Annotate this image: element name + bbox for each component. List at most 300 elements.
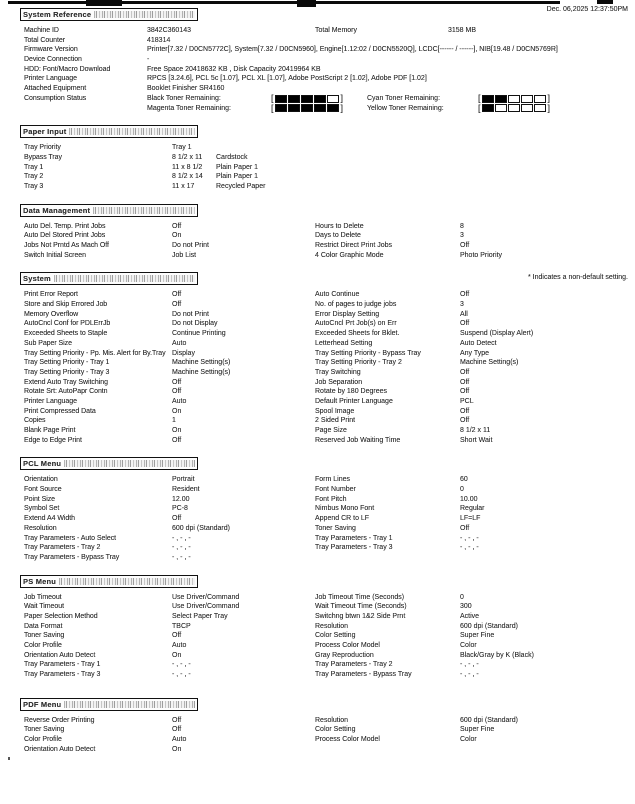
setting-label: Auto Continue <box>315 291 360 299</box>
setting-value: 3158 MB <box>448 27 477 34</box>
toner-segment <box>482 104 494 112</box>
setting-value: Job List <box>172 251 197 259</box>
setting-value: Super Fine <box>460 632 495 640</box>
paper-type-value: Recycled Paper <box>216 182 266 190</box>
section-header <box>20 698 198 711</box>
settings-row <box>0 622 635 632</box>
setting-value: - <box>147 56 150 64</box>
toner-segment <box>534 104 546 112</box>
settings-row <box>0 358 635 368</box>
scan-artifact-mark <box>597 0 613 4</box>
setting-value: All <box>460 310 468 318</box>
section-title: PS Menu <box>23 576 57 586</box>
setting-label: Append CR to LF <box>315 515 370 523</box>
settings-row <box>0 543 635 553</box>
setting-label: Edge to Edge Print <box>24 436 82 444</box>
section-title: Paper Input <box>23 127 67 137</box>
gauge-close-bracket: ] <box>340 93 344 104</box>
setting-label: Orientation <box>24 476 58 484</box>
section-title: PDF Menu <box>23 699 62 709</box>
setting-label: Tray 3 <box>24 182 44 190</box>
scan-noise-fill <box>59 578 195 585</box>
setting-value: Auto Detect <box>460 339 497 347</box>
paper-type-value: Plain Paper 1 <box>216 163 259 171</box>
setting-label: Printer Language <box>24 75 77 83</box>
setting-value: 3 <box>460 301 464 309</box>
settings-row <box>0 310 635 320</box>
section-header <box>20 575 198 588</box>
setting-label: Job Timeout Time (Seconds) <box>315 593 405 601</box>
gauge-close-bracket: ] <box>340 102 344 113</box>
settings-row <box>0 716 635 726</box>
setting-value: Machine Setting(s) <box>460 359 519 367</box>
settings-row <box>0 593 635 603</box>
settings-row <box>0 725 635 735</box>
setting-label: Letterhead Setting <box>315 339 373 347</box>
setting-value: Use Driver/Command <box>172 593 240 601</box>
section-title: System Reference <box>23 10 92 19</box>
section-ps-menu <box>0 575 635 680</box>
toner-segment <box>508 95 520 103</box>
setting-label: Process Color Model <box>315 642 380 649</box>
setting-value: Off <box>172 378 182 386</box>
setting-label: Error Display Setting <box>315 310 380 318</box>
setting-label: Tray Parameters - Bypass Tray <box>24 553 120 561</box>
setting-value: Continue Printing <box>172 330 226 338</box>
setting-value <box>172 153 248 163</box>
settings-row <box>0 660 635 670</box>
setting-value: 8 1/2 x 11 <box>460 427 491 434</box>
settings-row <box>0 163 635 173</box>
setting-value: - , - , - <box>172 661 191 669</box>
settings-row <box>0 426 635 436</box>
setting-value: Display <box>172 349 195 357</box>
setting-label: Tray Parameters - Bypass Tray <box>315 671 412 679</box>
section-header <box>20 125 198 138</box>
toner-segment <box>521 95 533 103</box>
setting-value: - , - , - <box>172 544 191 552</box>
setting-value: 0 <box>460 486 464 494</box>
setting-value: Active <box>460 612 480 620</box>
setting-value: PC-8 <box>172 505 188 513</box>
setting-value: On <box>172 651 182 659</box>
toner-segment <box>301 95 313 103</box>
toner-segment <box>534 95 546 103</box>
setting-value: On <box>172 232 182 240</box>
setting-value: Off <box>172 716 182 724</box>
setting-value: Off <box>172 388 182 396</box>
setting-label: Color Profile <box>24 736 62 744</box>
setting-value: 418314 <box>147 36 171 44</box>
settings-row <box>0 329 635 339</box>
section-title: Data Management <box>23 205 91 215</box>
setting-label: Orientation Auto Detect <box>24 745 96 753</box>
paper-size-value: 11 x 8 1/2 <box>172 163 203 171</box>
settings-row <box>0 485 635 495</box>
setting-label: Exceeded Sheets for Bklet. <box>315 330 400 338</box>
setting-value: - , - , - <box>460 544 479 552</box>
section-pcl-menu <box>0 457 635 562</box>
settings-row <box>0 495 635 505</box>
scan-artifact-blob <box>297 0 316 7</box>
setting-label: Sub Paper Size <box>24 339 72 347</box>
settings-row <box>0 745 635 755</box>
settings-row <box>0 651 635 661</box>
setting-value: On <box>172 427 182 434</box>
setting-label: Job Timeout <box>24 593 62 601</box>
settings-row <box>0 514 635 524</box>
section-title: System <box>23 274 51 284</box>
setting-label: Tray Parameters - Tray 3 <box>315 544 393 552</box>
setting-label: Copies <box>24 417 46 425</box>
toner-segment <box>327 95 339 103</box>
settings-row <box>0 349 635 359</box>
setting-value: - , - , - <box>172 534 191 542</box>
setting-value: Auto <box>172 397 187 405</box>
toner-segment <box>327 104 339 112</box>
section-header <box>20 272 198 285</box>
setting-label: Font Pitch <box>315 495 347 503</box>
setting-label: Form Lines <box>315 476 351 484</box>
setting-label: Tray Setting Priority - Tray 2 <box>315 359 402 367</box>
setting-value: Off <box>172 436 182 444</box>
setting-label: Hours to Delete <box>315 222 364 230</box>
settings-row <box>0 319 635 329</box>
section-data-management <box>0 204 635 261</box>
setting-value: Off <box>460 242 470 249</box>
setting-value: On <box>172 745 182 753</box>
toner-gauge <box>270 94 344 104</box>
toner-segment <box>495 104 507 112</box>
setting-label: Rotate by 180 Degrees <box>315 388 387 396</box>
setting-label: Memory Overflow <box>24 310 79 318</box>
setting-value: Short Wait <box>460 436 493 444</box>
setting-label: Point Size <box>24 495 56 503</box>
section-system <box>0 272 635 445</box>
section-header <box>20 204 198 217</box>
setting-value: Off <box>172 301 182 309</box>
setting-label: Data Format <box>24 622 63 630</box>
setting-value: Off <box>172 726 182 734</box>
setting-label: Font Number <box>315 486 356 494</box>
settings-row <box>0 387 635 397</box>
setting-label: Toner Saving <box>315 524 356 532</box>
setting-label: Color Profile <box>24 642 62 649</box>
setting-label: Attached Equipment <box>24 85 87 93</box>
setting-label: Wait Timeout Time (Seconds) <box>315 603 407 611</box>
setting-label: Extend A4 Width <box>24 515 76 523</box>
setting-label: Toner Saving <box>24 632 65 640</box>
gauge-open-bracket: [ <box>478 93 481 104</box>
toner-segment <box>521 104 533 112</box>
setting-label: HDD: Font/Macro Download <box>24 65 111 73</box>
setting-label: Tray Priority <box>24 144 61 152</box>
setting-value: Auto <box>172 339 187 347</box>
settings-row <box>0 378 635 388</box>
scan-noise-fill <box>69 128 195 135</box>
settings-row <box>0 182 635 192</box>
setting-label: Tray 2 <box>24 173 44 181</box>
setting-label: Device Connection <box>24 56 82 64</box>
settings-row <box>0 26 635 36</box>
setting-label: Process Color Model <box>315 736 380 744</box>
setting-value: - , - , - <box>172 671 191 679</box>
settings-row <box>0 241 635 251</box>
setting-label: Tray Parameters - Tray 2 <box>24 544 101 552</box>
setting-label: AutoCncl Prt Job(s) on Err <box>315 320 397 328</box>
setting-label: Resolution <box>315 622 349 630</box>
setting-label: Restrict Direct Print Jobs <box>315 242 393 249</box>
setting-value: Off <box>460 320 470 328</box>
setting-value: LF=LF <box>460 515 481 523</box>
setting-label: Jobs Not Prntd As Mach Off <box>24 242 109 249</box>
scan-noise-fill <box>94 11 195 18</box>
scan-noise-fill <box>64 460 195 467</box>
setting-value: 12.00 <box>172 495 190 503</box>
setting-value: TBCP <box>172 622 191 630</box>
setting-value: 600 dpi (Standard) <box>460 716 518 724</box>
settings-row <box>0 534 635 544</box>
setting-value: - , - , - <box>460 671 479 679</box>
setting-label: Job Separation <box>315 378 363 386</box>
setting-label: Extend Auto Tray Switching <box>24 378 108 386</box>
setting-label: Color Setting <box>315 632 356 640</box>
setting-label: Tray Parameters - Tray 3 <box>24 671 101 679</box>
settings-row <box>0 55 635 65</box>
setting-label: Toner Saving <box>24 726 65 734</box>
setting-label: Printer Language <box>24 397 77 405</box>
setting-label: Blank Page Print <box>24 427 76 434</box>
setting-value: Machine Setting(s) <box>172 368 231 376</box>
setting-label: Tray Parameters - Tray 2 <box>315 661 393 669</box>
settings-row <box>0 65 635 75</box>
setting-value: Resident <box>172 486 200 494</box>
settings-row <box>0 397 635 407</box>
setting-label: Wait Timeout <box>24 603 64 611</box>
section-header <box>20 8 198 21</box>
settings-row <box>0 74 635 84</box>
setting-value: Off <box>460 524 470 532</box>
setting-label: Tray Parameters - Tray 1 <box>315 534 393 542</box>
settings-row <box>0 231 635 241</box>
setting-value: - , - , - <box>460 661 479 669</box>
setting-label: Firmware Version <box>24 46 78 54</box>
scan-artifact-blob <box>86 0 122 6</box>
section-title: PCL Menu <box>23 459 62 469</box>
setting-value: Auto <box>172 736 187 744</box>
setting-value: Off <box>460 407 470 415</box>
settings-row <box>0 612 635 622</box>
setting-value <box>172 163 258 173</box>
toner-status-row <box>0 104 635 114</box>
setting-label: Consumption Status <box>24 94 87 102</box>
setting-value: 3842C360143 <box>147 27 191 34</box>
setting-value <box>172 182 265 192</box>
toner-segment <box>275 95 287 103</box>
settings-row <box>0 300 635 310</box>
setting-value: Printer[7.32 / D0CN5772C], System[7.32 / D0CN5960], Engine[1.12:02 / D0CN5520Q], LCDC[------ / ------], NIB[19.48 / D0CN5769R] <box>147 46 558 54</box>
setting-label: Auto Del Stored Print Jobs <box>24 232 106 240</box>
setting-label: Resolution <box>315 716 349 724</box>
setting-label: Switchng btwn 1&2 Side Prnt <box>315 612 406 620</box>
setting-label: Print Compressed Data <box>24 407 96 415</box>
settings-row <box>0 735 635 745</box>
setting-value: Free Space 20418632 KB , Disk Capacity 20419964 KB <box>147 65 321 73</box>
toner-segment <box>495 95 507 103</box>
setting-value: 60 <box>460 476 468 484</box>
setting-value: 300 <box>460 603 472 611</box>
settings-row <box>0 641 635 651</box>
setting-value: Photo Priority <box>460 251 503 259</box>
settings-row <box>0 153 635 163</box>
setting-label: Switch Initial Screen <box>24 251 86 259</box>
setting-label: Orientation Auto Detect <box>24 651 96 659</box>
setting-value: Use Driver/Command <box>172 603 240 611</box>
setting-label: 2 Sided Print <box>315 417 356 425</box>
setting-value: Black/Gray by K (Black) <box>460 651 534 659</box>
toner-segment <box>288 104 300 112</box>
toner-segment <box>482 95 494 103</box>
setting-value: Any Type <box>460 349 490 357</box>
toner-label: Cyan Toner Remaining: <box>367 94 441 102</box>
setting-value: 600 dpi (Standard) <box>460 622 518 630</box>
setting-value: Off <box>172 222 182 230</box>
toner-label: Black Toner Remaining: <box>147 94 221 102</box>
setting-value <box>172 172 258 182</box>
setting-value: Auto <box>172 642 187 649</box>
settings-row <box>0 436 635 446</box>
setting-value: Select Paper Tray <box>172 612 228 620</box>
settings-row <box>0 631 635 641</box>
setting-label: Spool Image <box>315 407 355 415</box>
scan-noise-fill <box>93 207 195 214</box>
setting-label: Nimbus Mono Font <box>315 505 375 513</box>
setting-label: Total Memory <box>315 27 358 34</box>
paper-size-value: 8 1/2 x 11 <box>172 153 203 161</box>
settings-row <box>0 602 635 612</box>
settings-row <box>0 290 635 300</box>
setting-label: Reverse Order Printing <box>24 716 95 724</box>
paper-type-value: Plain Paper 1 <box>216 173 259 181</box>
toner-gauge <box>477 104 551 114</box>
setting-label: Tray 1 <box>24 163 44 171</box>
setting-value: Suspend (Display Alert) <box>460 330 534 338</box>
setting-label: Tray Parameters - Auto Select <box>24 534 117 542</box>
setting-value: 10.00 <box>460 495 478 503</box>
setting-value: Color <box>460 736 477 744</box>
setting-value: Booklet Finisher SR4160 <box>147 85 225 93</box>
setting-value: On <box>172 407 182 415</box>
settings-row <box>0 416 635 426</box>
paper-type-value: Cardstock <box>216 153 248 161</box>
settings-row <box>0 475 635 485</box>
settings-row <box>0 553 635 563</box>
setting-label: Tray Setting Priority - Tray 1 <box>24 359 110 367</box>
setting-label: Tray Parameters - Tray 1 <box>24 661 101 669</box>
setting-label: Machine ID <box>24 27 59 34</box>
setting-value: 1 <box>172 417 176 425</box>
setting-label: Page Size <box>315 427 347 434</box>
paper-size-value: 11 x 17 <box>172 182 195 190</box>
setting-label: 4 Color Graphic Mode <box>315 251 384 259</box>
settings-row <box>0 45 635 55</box>
setting-label: Resolution <box>24 524 57 532</box>
setting-label: Exceeded Sheets to Staple <box>24 330 108 338</box>
setting-value: Tray 1 <box>172 144 192 152</box>
non-default-note: * Indicates a non-default setting. <box>527 274 628 282</box>
setting-label: Tray Setting Priority - Bypass Tray <box>315 349 421 357</box>
toner-segment <box>275 104 287 112</box>
setting-value: Off <box>172 632 182 640</box>
section-header <box>20 457 198 470</box>
settings-row <box>0 504 635 514</box>
setting-label: Store and Skip Errored Job <box>24 301 108 309</box>
gauge-close-bracket: ] <box>547 102 551 113</box>
setting-value: Off <box>460 368 470 376</box>
scan-noise-fill <box>64 701 195 708</box>
section-system-reference <box>0 8 635 113</box>
setting-label: Font Source <box>24 486 62 494</box>
settings-row <box>0 524 635 534</box>
setting-value: Machine Setting(s) <box>172 359 231 367</box>
setting-value: Off <box>460 388 470 396</box>
setting-value: Super Fine <box>460 726 495 734</box>
toner-segment <box>301 104 313 112</box>
setting-value: 8 <box>460 222 464 230</box>
setting-value: Off <box>172 291 182 299</box>
settings-row <box>0 339 635 349</box>
settings-row <box>0 143 635 153</box>
setting-label: Print Error Report <box>24 291 78 299</box>
setting-value: - , - , - <box>460 534 479 542</box>
setting-value: Portrait <box>172 476 195 484</box>
setting-label: Tray Switching <box>315 368 361 376</box>
paper-size-value: 8 1/2 x 14 <box>172 173 203 181</box>
setting-label: No. of pages to judge jobs <box>315 301 397 309</box>
settings-row <box>0 251 635 261</box>
section-pdf-menu <box>0 698 635 755</box>
gauge-open-bracket: [ <box>271 93 274 104</box>
scan-noise-fill <box>54 275 195 282</box>
settings-row <box>0 84 635 94</box>
toner-gauge <box>477 94 551 104</box>
setting-value: Off <box>460 417 470 425</box>
toner-segment <box>508 104 520 112</box>
settings-row <box>0 172 635 182</box>
setting-label: Gray Reproduction <box>315 651 374 659</box>
settings-row <box>0 368 635 378</box>
setting-label: Tray Setting Priority - Tray 3 <box>24 368 110 376</box>
gauge-close-bracket: ] <box>547 93 551 104</box>
setting-label: Bypass Tray <box>24 153 62 161</box>
toner-segment <box>288 95 300 103</box>
setting-value: Do not Print <box>172 310 209 318</box>
setting-label: Color Setting <box>315 726 356 734</box>
setting-label: Rotate Srt: AutoPapr Contn <box>24 388 108 396</box>
setting-value: Do not Display <box>172 320 218 328</box>
setting-label: Default Printer Language <box>315 397 393 405</box>
setting-label: Paper Selection Method <box>24 612 98 620</box>
report-date: Dec. 06,2025 12:37:50PM <box>546 6 628 13</box>
setting-label: Total Counter <box>24 36 65 44</box>
toner-segment <box>314 95 326 103</box>
setting-label: Symbol Set <box>24 505 60 513</box>
setting-value: RPCS [3.24.6], PCL 5c [1.07], PCL XL [1.07], Adobe PostScript 2 [1.02], Adobe PDF [1.02] <box>147 75 427 83</box>
toner-label: Yellow Toner Remaining: <box>367 104 444 112</box>
report-sections <box>0 8 635 755</box>
settings-row <box>0 670 635 680</box>
setting-label: Tray Setting Priority - Pp. Mis. Alert for By.Tray <box>24 349 166 357</box>
